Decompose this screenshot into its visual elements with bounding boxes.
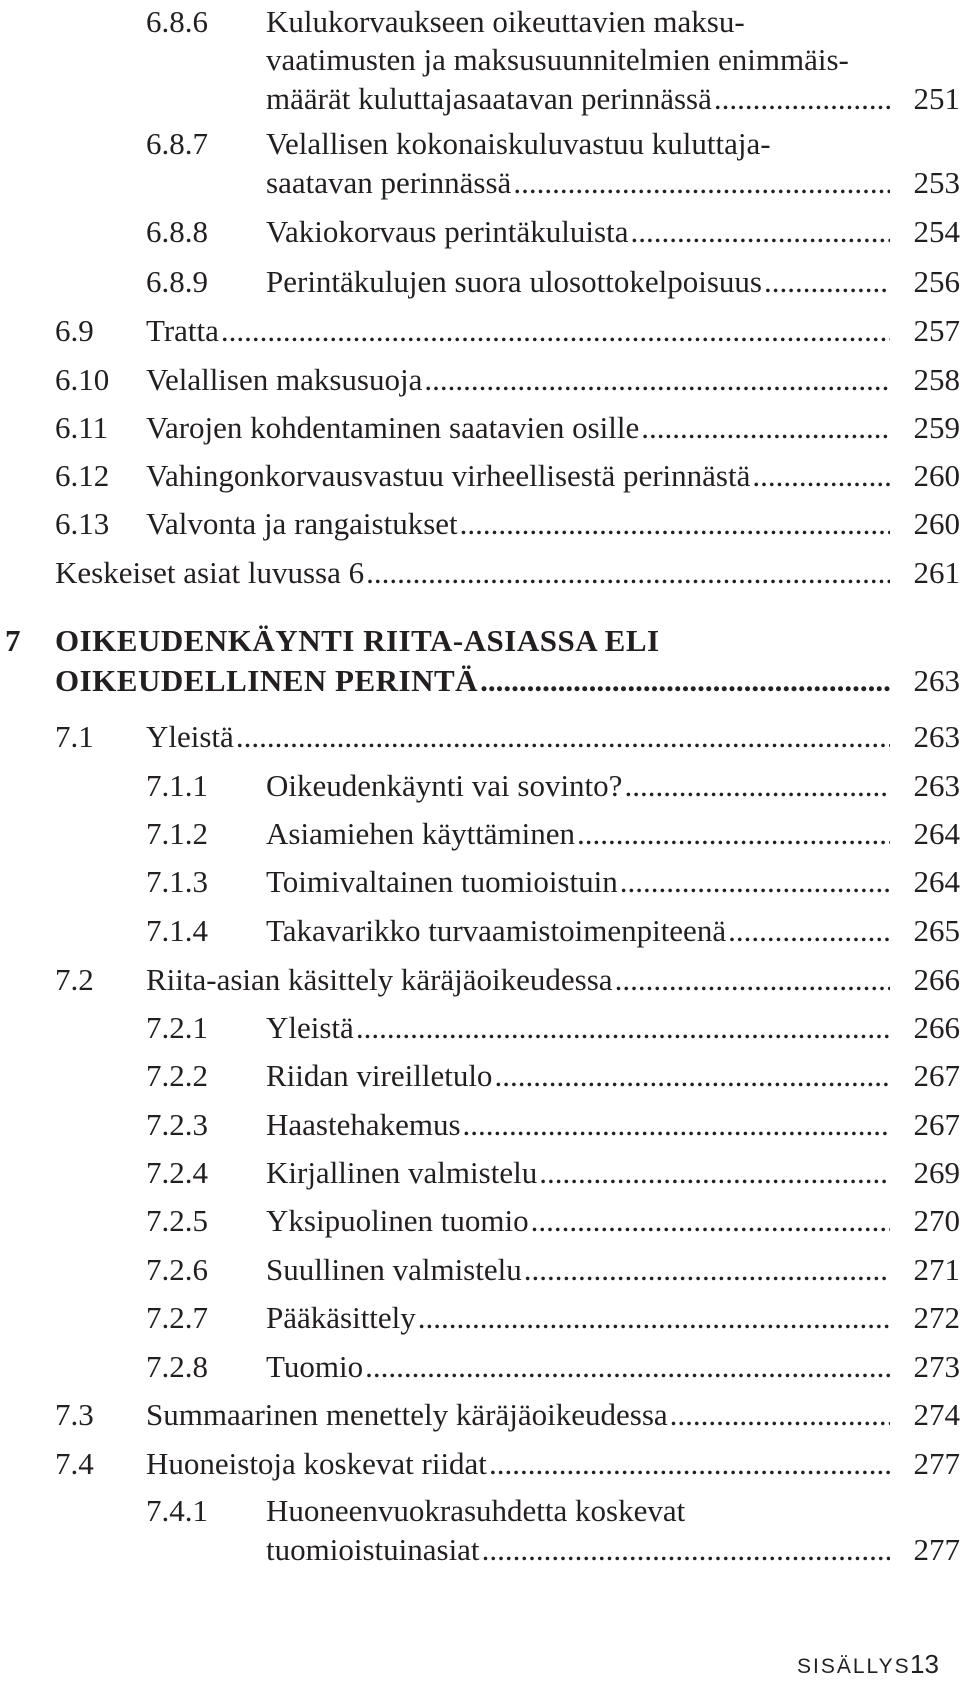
toc-entry [0,408,960,448]
entry-number: 7.2.2 [146,1058,208,1093]
toc-entry [0,456,960,496]
toc-entry-continued [0,163,960,203]
entry-number: 7.1.3 [146,864,208,899]
toc-entry [0,1298,960,1338]
toc-entry [0,2,960,42]
entry-number: 7.1.4 [146,913,208,948]
entry-number: 7.4 [55,1446,94,1481]
toc-entry [0,1201,960,1241]
entry-number: 6.8.8 [146,214,208,249]
toc-entry [0,124,960,164]
toc-entry [0,911,960,951]
entry-title: Oikeudenkäynti vai sovinto? ..... [266,766,890,806]
toc-entry [0,814,960,854]
toc-entry [0,1347,960,1387]
entry-title: Vakiokorvaus perintäkuluista ..... [266,212,890,252]
page-number: 257 [913,313,960,348]
page-number: 265 [913,913,960,948]
page-number: 264 [913,864,960,899]
page-number: 266 [913,962,960,997]
entry-number: 6.9 [55,313,94,348]
entry-title: Velallisen maksusuoja ..... [146,360,890,400]
toc-entry [0,1008,960,1048]
entry-title: määrät kuluttajasaatavan perinnässä ..... [266,79,890,119]
page-number: 259 [913,410,960,445]
entry-number: 7.2.1 [146,1010,208,1045]
page-number: 261 [913,555,960,590]
chapter-number: 7 [5,623,21,658]
page-number: 260 [913,506,960,541]
toc-entry [0,1056,960,1096]
page-number: 272 [913,1300,960,1335]
entry-number: 6.10 [55,362,110,397]
entry-title: Toimivaltainen tuomioistuin ..... [266,862,890,902]
toc-entry [0,311,960,351]
page-number: 274 [913,1397,960,1432]
page-number: 269 [913,1155,960,1190]
toc-entry-continued [0,40,960,80]
toc-entry [0,1491,960,1531]
toc-entry [0,1444,960,1484]
page-number: 254 [913,214,960,249]
toc-entry [0,717,960,757]
page-number: 251 [913,81,960,116]
page-number: 267 [913,1107,960,1142]
entry-title: Tratta ..... [146,311,890,351]
page-number: 266 [913,1010,960,1045]
entry-number: 6.8.6 [146,4,208,39]
entry-number: 7.3 [55,1397,94,1432]
chapter-title: OIKEUDENKÄYNTI RIITA-ASIASSA ELI [55,623,660,658]
running-footer-title: SISÄLLYS [797,1655,911,1678]
entry-title: saatavan perinnässä ..... [266,163,890,203]
page-number: 267 [913,1058,960,1093]
entry-title: Yleistä ..... [146,717,890,757]
toc-entry [0,553,960,593]
toc-entry-continued [0,79,960,119]
entry-number: 7.2.7 [146,1300,208,1335]
entry-title: tuomioistuinasiat ..... [266,1530,890,1570]
toc-entry [0,766,960,806]
toc-entry [0,960,960,1000]
chapter-heading [0,621,960,661]
toc-entry [0,212,960,252]
entry-title: Riita-asian käsittely käräjäoikeudessa ..... [146,960,890,1000]
entry-number: 7.1.2 [146,816,208,851]
entry-title: vaatimusten ja maksusuunnitelmien enimmäis- [266,42,849,77]
chapter-heading-continued [0,661,960,701]
page-number: 256 [913,264,960,299]
entry-title: Pääkäsittely ..... [266,1298,890,1338]
entry-number: 6.12 [55,458,110,493]
page-number: 277 [913,1446,960,1481]
entry-number: 7.2.5 [146,1203,208,1238]
entry-title: Perintäkulujen suora ulosottokelpoisuus ..... [266,262,890,302]
entry-title: Keskeiset asiat luvussa 6 ..... [55,553,890,593]
chapter-title: OIKEUDELLINEN PERINTÄ ..... [55,661,890,701]
entry-title: Asiamiehen käyttäminen ..... [266,814,890,854]
folio-page-number: 13 [910,1649,939,1679]
page-number: 263 [913,719,960,754]
entry-number: 6.8.9 [146,264,208,299]
page-number: 264 [913,816,960,851]
entry-number: 6.11 [55,410,109,445]
page-number: 253 [913,165,960,200]
entry-title: Suullinen valmistelu ..... [266,1250,890,1290]
entry-title: Yksipuolinen tuomio ..... [266,1201,890,1241]
entry-title: Riidan vireilletulo ..... [266,1056,890,1096]
entry-title: Varojen kohdentaminen saatavien osille ..... [146,408,890,448]
toc-entry [0,1395,960,1435]
entry-number: 7.1.1 [146,768,208,803]
entry-title: Vahingonkorvausvastuu virheellisestä perinnästä ..... [146,456,890,496]
entry-title: Velallisen kokonaiskuluvastuu kuluttaja- [266,126,771,161]
entry-title: Kulukorvaukseen oikeuttavien maksu- [266,4,745,39]
toc-entry [0,1250,960,1290]
entry-title: Tuomio ..... [266,1347,890,1387]
entry-number: 7.4.1 [146,1493,208,1528]
page-number: 277 [913,1532,960,1567]
entry-number: 7.2.3 [146,1107,208,1142]
entry-title: Yleistä ..... [266,1008,890,1048]
page-number: 270 [913,1203,960,1238]
entry-title: Haastehakemus ..... [266,1105,890,1145]
page-number: 258 [913,362,960,397]
entry-number: 7.2.6 [146,1252,208,1287]
page-number: 263 [913,663,960,698]
entry-title: Huoneistoja koskevat riidat ..... [146,1444,890,1484]
toc-entry [0,504,960,544]
page-number: 263 [913,768,960,803]
entry-title: Valvonta ja rangaistukset ..... [146,504,890,544]
entry-number: 6.13 [55,506,110,541]
entry-title: Kirjallinen valmistelu ..... [266,1153,890,1193]
page-number: 273 [913,1349,960,1384]
toc-entry-continued [0,1530,960,1570]
toc-entry [0,360,960,400]
entry-number: 7.1 [55,719,94,754]
toc-entry [0,1153,960,1193]
entry-title: Summaarinen menettely käräjäoikeudessa ..... [146,1395,890,1435]
toc-entry [0,862,960,902]
toc-entry [0,1105,960,1145]
entry-title: Huoneenvuokrasuhdetta koskevat [266,1493,686,1528]
entry-number: 7.2 [55,962,94,997]
entry-number: 7.2.8 [146,1349,208,1384]
entry-number: 6.8.7 [146,126,208,161]
entry-number: 7.2.4 [146,1155,208,1190]
toc-entry [0,262,960,302]
page-number: 260 [913,458,960,493]
entry-title: Takavarikko turvaamistoimenpiteenä ..... [266,911,890,951]
page-number: 271 [913,1252,960,1287]
